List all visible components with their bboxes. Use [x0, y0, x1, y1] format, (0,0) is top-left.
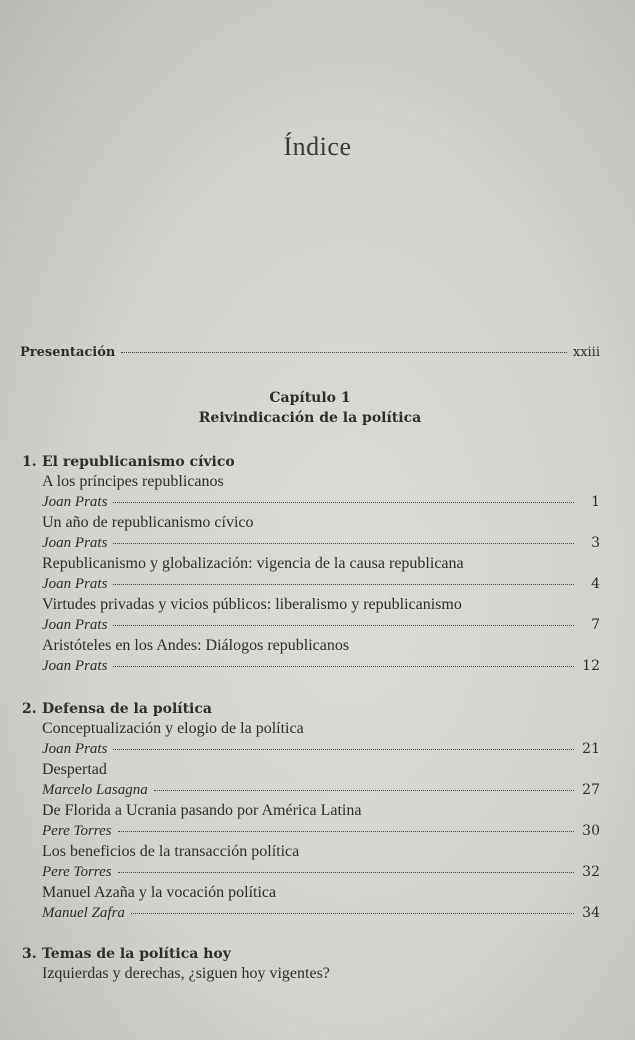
toc-entry — [42, 964, 600, 983]
chapter-heading — [0, 388, 620, 428]
dot-leader — [113, 543, 574, 544]
presentacion-page: xxiii — [572, 345, 600, 360]
entry-title: A los príncipes republicanos — [42, 473, 224, 490]
toc-entry — [42, 883, 600, 924]
section-number: 2. — [22, 701, 37, 717]
section-title: Defensa de la política — [42, 701, 212, 717]
section-number: 3. — [22, 946, 37, 962]
entry-page: 32 — [582, 864, 600, 880]
toc-entry — [42, 801, 600, 842]
entry-author: Joan Prats — [42, 658, 108, 674]
toc-entry — [42, 760, 600, 801]
entry-title: Virtudes privadas y vicios públicos: liberalismo y republicanismo — [42, 596, 462, 613]
entry-title: Manuel Azaña y la vocación política — [42, 884, 277, 901]
entry-author: Pere Torres — [42, 823, 112, 839]
entry-author: Manuel Zafra — [42, 905, 125, 921]
toc-entry — [42, 472, 600, 513]
entry-title: Izquierdas y derechas, ¿siguen hoy vigentes? — [42, 965, 330, 982]
entry-author: Joan Prats — [42, 617, 108, 633]
entry-title: Aristóteles en los Andes: Diálogos republicanos — [42, 637, 350, 654]
section-title: El republicanismo cívico — [42, 454, 235, 470]
dot-leader — [113, 584, 574, 585]
chapter-title: Reivindicación de la política — [198, 410, 422, 426]
toc-entry — [42, 719, 600, 760]
dot-leader — [113, 502, 574, 503]
section-heading — [22, 699, 600, 719]
dot-leader — [118, 872, 574, 873]
toc-entry — [42, 595, 600, 636]
entry-author: Joan Prats — [42, 535, 108, 551]
entry-page: 27 — [582, 782, 600, 798]
entry-title: De Florida a Ucrania pasando por América Latina — [42, 802, 362, 819]
toc-entry — [42, 554, 600, 595]
entry-page: 3 — [591, 535, 600, 551]
entry-page: 7 — [591, 617, 600, 633]
entry-title: Republicanismo y globalización: vigencia de la causa republicana — [42, 555, 464, 572]
page-title: Índice — [283, 132, 352, 161]
dot-leader — [118, 831, 574, 832]
section-heading — [22, 944, 600, 964]
chapter-label: Capítulo 1 — [269, 390, 351, 406]
toc-entry — [42, 842, 600, 883]
entry-page: 12 — [582, 658, 600, 674]
entry-title: Los beneficios de la transacción política — [42, 843, 300, 860]
dot-leader — [131, 913, 574, 914]
entry-page: 4 — [591, 576, 600, 592]
entry-page: 34 — [582, 905, 600, 921]
section-number: 1. — [22, 454, 37, 470]
section-heading — [22, 452, 600, 472]
dot-leader — [113, 666, 574, 667]
presentacion-entry — [20, 345, 600, 360]
toc-entry — [42, 513, 600, 554]
entry-title: Un año de republicanismo cívico — [42, 514, 254, 531]
dot-leader — [121, 352, 567, 353]
toc-entry — [42, 636, 600, 677]
entry-page: 1 — [591, 494, 600, 510]
dot-leader — [113, 749, 574, 750]
entry-author: Pere Torres — [42, 864, 112, 880]
entry-author: Joan Prats — [42, 741, 108, 757]
entry-page: 30 — [582, 823, 600, 839]
entry-title: Despertad — [42, 761, 107, 778]
presentacion-label: Presentación — [20, 345, 116, 360]
section-3 — [22, 944, 600, 983]
entry-page: 21 — [582, 741, 600, 757]
entry-author: Marcelo Lasagna — [42, 782, 148, 798]
section-title: Temas de la política hoy — [42, 946, 231, 962]
section-2 — [22, 699, 600, 924]
dot-leader — [113, 625, 574, 626]
entry-author: Joan Prats — [42, 576, 108, 592]
entry-title: Conceptualización y elogio de la política — [42, 720, 304, 737]
entry-author: Joan Prats — [42, 494, 108, 510]
dot-leader — [154, 790, 574, 791]
section-1 — [22, 452, 600, 677]
